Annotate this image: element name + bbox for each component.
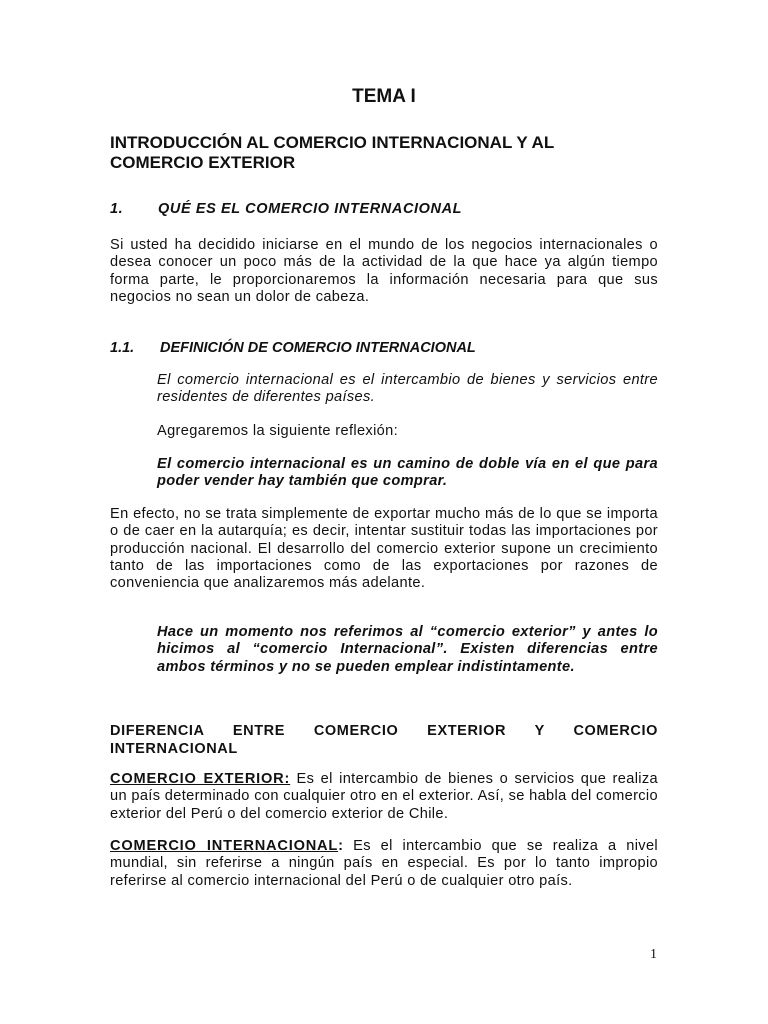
comercio-internacional-paragraph [110, 838, 658, 890]
section-1-1-label: DEFINICIÓN DE COMERCIO INTERNACIONAL [160, 340, 476, 356]
comercio-exterior-term: COMERCIO EXTERIOR: [110, 771, 291, 787]
comercio-exterior-definition: Es el intercambio de bienes o servicios que realiza un país determinado con cualquier otro en el exterior. Así, se habla del comercio exterior del Perú o del comercio exterior de Chile. [110, 771, 658, 822]
reflection-intro: Agregaremos la siguiente reflexión: [157, 423, 399, 439]
section-1-heading [110, 201, 462, 217]
comercio-exterior-paragraph [110, 771, 658, 823]
section-1-number: 1. [110, 201, 124, 217]
comercio-internacional-colon: : [338, 838, 344, 854]
difference-heading: DIFERENCIA ENTRE COMERCIO EXTERIOR Y COMERCIO INTERNACIONAL [110, 723, 658, 757]
comercio-internacional-definition: Es el intercambio que se realiza a nivel mundial, sin referirse a ningún país en especial. Es por lo tanto impropio referirse al comercio internacional del Perú o de cualquier otro país. [110, 838, 659, 889]
intro-paragraph: Si usted ha decidido iniciarse en el mundo de los negocios internacionales o desea conocer un poco más de la actividad de la que hace ya algún tiempo forma parte, le proporcionaremos la información necesaria para que sus negocios no sean un dolor de cabeza. [110, 237, 658, 305]
page-number: 1 [650, 947, 657, 962]
main-heading: INTRODUCCIÓN AL COMERCIO INTERNACIONAL Y AL COMERCIO EXTERIOR [110, 133, 554, 172]
comercio-internacional-term: COMERCIO INTERNACIONAL [110, 838, 339, 854]
reflection-quote: El comercio internacional es un camino de doble vía en el que para poder vender hay también que comprar. [157, 456, 658, 490]
section-1-label: QUÉ ES EL COMERCIO INTERNACIONAL [158, 201, 463, 217]
section-1-1-heading [110, 340, 476, 356]
definition-text: El comercio internacional es el intercambio de bienes y servicios entre residentes de diferentes países. [157, 372, 658, 406]
efecto-paragraph: En efecto, no se trata simplemente de exportar mucho más de lo que se importa o de caer en la autarquía; es decir, intentar sustituir todas las importaciones por producción nacional. El desarrollo del comercio exterior supone un crecimiento tanto de las importaciones como de las exportaciones por razones de conveniencia que analizaremos más adelante. [110, 506, 658, 592]
document-title: TEMA I [352, 86, 416, 107]
section-1-1-number: 1.1. [110, 340, 135, 356]
terms-note: Hace un momento nos referimos al “comercio exterior” y antes lo hicimos al “comercio Internacional”. Existen diferencias entre ambos términos y no se pueden emplear indistintamente. [157, 624, 658, 675]
